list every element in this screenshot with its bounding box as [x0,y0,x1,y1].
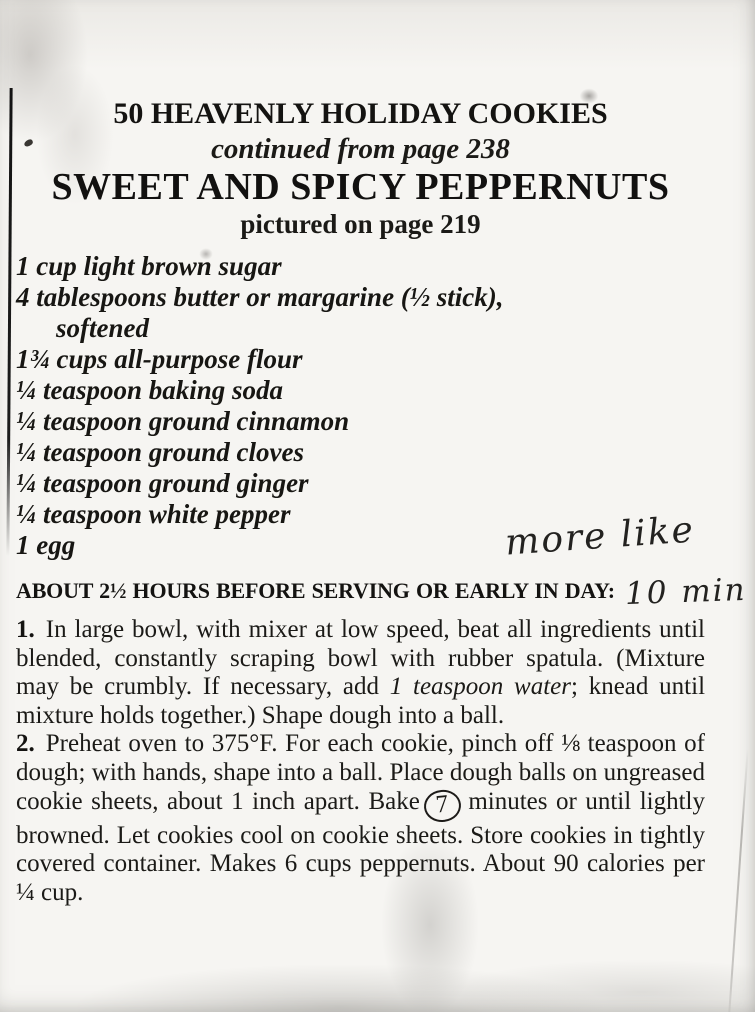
ingredient-item: ¼ teaspoon ground ginger [16,468,309,498]
ingredient-item: 4 tablespoons butter or margarine (½ stick), [16,282,504,312]
pictured-on-note: pictured on page 219 [240,209,481,239]
series-title: 50 HEAVENLY HOLIDAY COOKIES [113,97,608,130]
ingredient-item: ¼ teaspoon ground cloves [16,437,305,467]
circled-bake-minutes: 7 [422,788,462,824]
step-2-paragraph [16,730,705,907]
ingredient-item: ¼ teaspoon white pepper [16,499,291,529]
step-1-text-after-italic: ; knead until mixture holds together.) Shape dough into a ball. [16,673,706,729]
recipe-content-column [16,0,748,907]
handwritten-note-minutes: 10 min [624,571,748,613]
ingredient-item: 1 cup light brown sugar [16,251,282,281]
step-1-number: 1. [16,616,35,643]
ingredient-item: ¼ teaspoon baking soda [16,375,284,405]
ingredient-list [16,251,705,564]
left-edge-rule-line [6,88,12,556]
serving-time-heading-row [16,571,748,613]
step-2-text-after-circle: minutes or until lightly browned. Let cookies cool on cookie sheets. Store cookies in tightly covered container. Makes 6 cups peppernuts. About 90 calories per ¼ cup. [16,787,705,906]
ingredient-item: ¼ teaspoon ground cinnamon [16,406,350,436]
step-2-text-before-circle: Preheat oven to 375°F. For each cookie, pinch off ⅛ teaspoon of dough; with hands, shape into a ball. Place dough balls on ungreased cookie sheets, about 1 inch apart. Bake [16,730,705,815]
step-1-text-before-italic: In large bowl, with mixer at low speed, beat all ingredients until blended, constantly scraping bowl with rubber spatula. (Mixture may be crumbly. If necessary, add [16,616,705,701]
step-2-number: 2. [16,730,35,758]
recipe-title: SWEET AND SPICY PEPPERNUTS [51,166,670,208]
water-amount-italic: 1 teaspoon water [389,673,571,701]
serving-time-heading: ABOUT 2½ HOURS BEFORE SERVING OR EARLY IN DAY: [16,578,615,603]
paper-crease-line [727,748,749,1012]
recipe-header [16,97,705,240]
step-1-paragraph [16,616,705,730]
ingredient-item: 1¾ cups all-purpose flour [16,344,303,374]
handwritten-note-more-like: more like [503,509,697,564]
ingredient-item: 1 egg [16,530,76,560]
continued-from-note: continued from page 238 [211,133,510,165]
ingredient-item-continuation: softened [56,313,149,343]
